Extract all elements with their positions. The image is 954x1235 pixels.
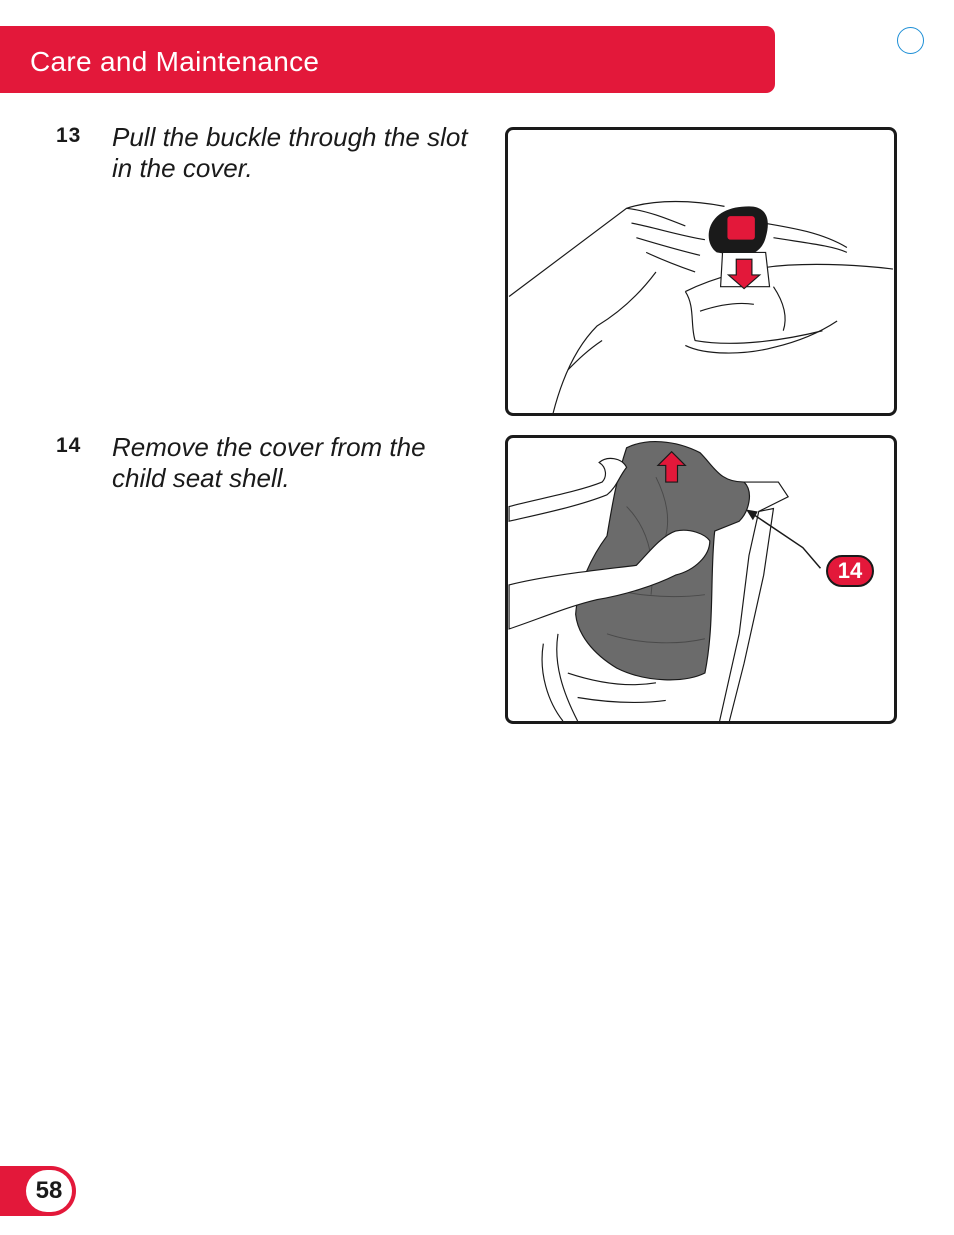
step-instruction: Pull the buckle through the slot in the cover.	[112, 122, 468, 183]
registration-circle-icon	[897, 27, 924, 54]
figure-step-13	[505, 127, 897, 416]
step-number: 14	[56, 434, 82, 457]
callout-badge-14	[826, 555, 874, 587]
callout-label: 14	[837, 558, 863, 583]
step-number: 13	[56, 124, 82, 147]
section-title: Care and Maintenance	[30, 46, 320, 77]
buckle-illustration	[508, 130, 894, 413]
figure-step-14	[505, 435, 897, 724]
step-instruction: Remove the cover from the child seat shell.	[112, 432, 426, 493]
section-header-bar	[0, 26, 775, 93]
page-number: 58	[35, 1177, 63, 1204]
